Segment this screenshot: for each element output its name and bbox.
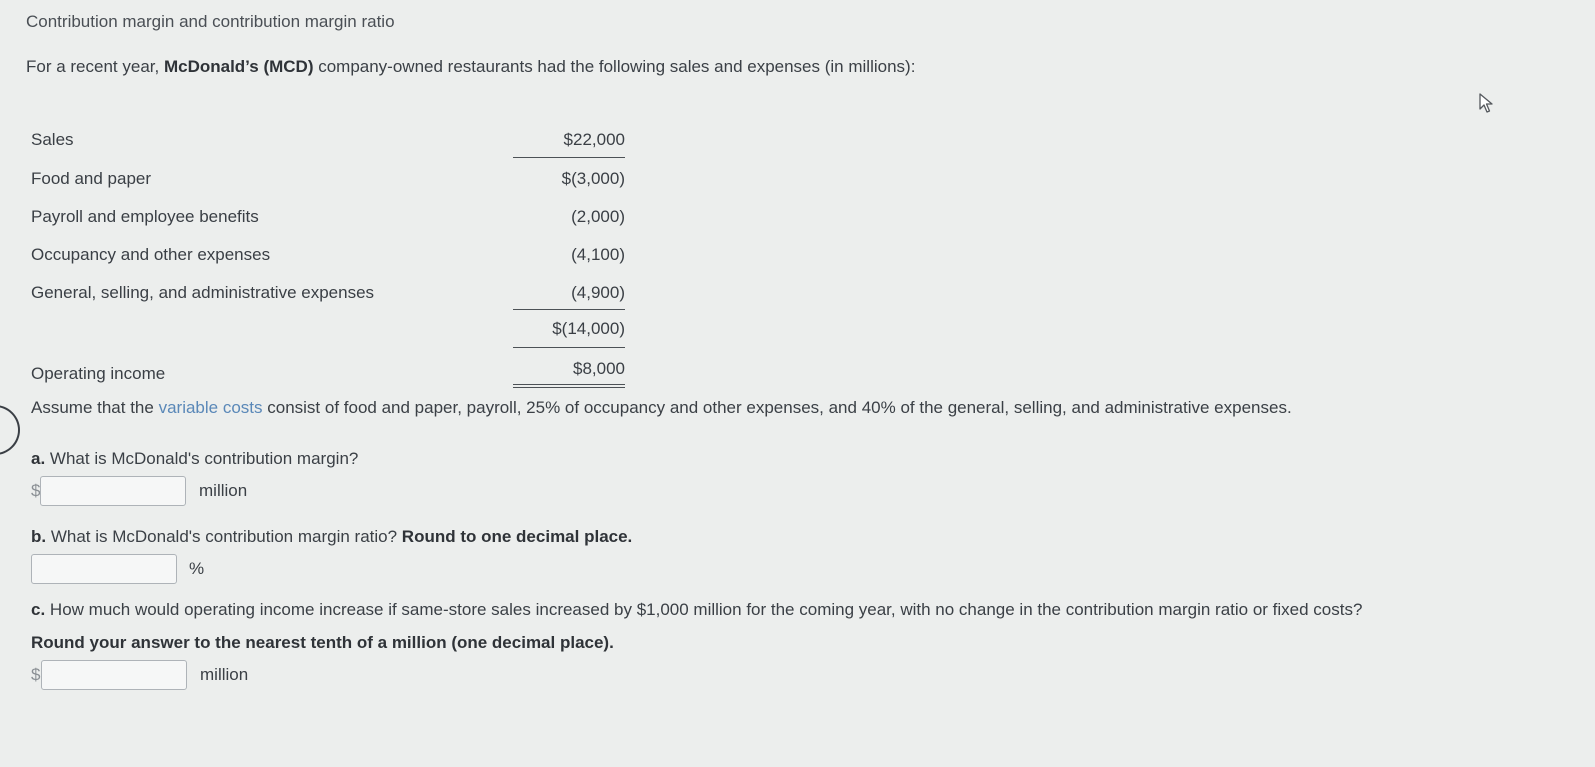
side-bracket-icon [0,405,20,455]
question-a-letter: a. [31,449,46,468]
answer-b-row [31,554,231,584]
assumption-text [31,398,1292,418]
intro-text [26,57,915,77]
sales-row [31,130,631,156]
income-double-rule-top [513,384,625,385]
operating-income-increase-input[interactable] [41,660,187,690]
question-a [31,449,358,469]
assumption-prefix: Assume that the [31,398,159,417]
expenses-underline [513,309,625,310]
expense-row [31,283,631,309]
intro-prefix: For a recent year, [26,57,164,76]
assumption-suffix: consist of food and paper, payroll, 25% of occupancy and other expenses, and 40% of the general, selling, and administrative expenses. [262,398,1292,417]
expense-row [31,207,631,233]
operating-income-row [31,359,631,385]
company-name: McDonald’s (MCD) [163,57,314,76]
expense-label: General, selling, and administrative expenses [31,283,375,302]
expense-label: Occupancy and other expenses [31,245,271,264]
question-c-letter: c. [31,600,46,619]
contribution-margin-input[interactable] [40,476,186,506]
expense-value: (4,900) [571,283,625,302]
operating-income-value: $8,000 [573,359,625,378]
answer-a-row [31,476,291,506]
expense-value: (2,000) [571,207,625,226]
total-expenses-value: $(14,000) [552,319,625,338]
expense-label: Payroll and employee benefits [31,207,259,226]
expense-row [31,245,631,271]
sales-underline [513,157,625,158]
intro-suffix: company-owned restaurants had the following sales and expenses (in millions): [313,57,916,76]
answer-c-row [31,660,291,690]
question-a-text: What is McDonald's contribution margin? [49,449,359,468]
mouse-pointer-icon [1478,92,1496,114]
expense-label: Food and paper [31,169,152,188]
question-b-instruction: Round to one decimal place. [401,527,633,546]
dollar-sign: $ [31,665,41,684]
total-underline [513,347,625,348]
question-b [31,527,632,547]
total-expenses-row [31,319,631,345]
contribution-margin-ratio-input[interactable] [31,554,177,584]
unit-percent: % [189,559,205,578]
expense-value: (4,100) [571,245,625,264]
variable-costs-link[interactable]: variable costs [158,398,263,417]
unit-million: million [199,481,248,500]
question-c [31,600,1362,620]
question-c-text: How much would operating income increase if same-store sales increased by $1,000 million for the coming year, with no change in the contribution margin ratio or fixed costs? [49,600,1363,619]
sales-label: Sales [31,130,74,149]
question-c-instruction: Round your answer to the nearest tenth of a million (one decimal place). [31,633,614,652]
question-b-text: What is McDonald's contribution margin ratio? [50,527,402,546]
income-double-rule-bottom [513,387,625,388]
operating-income-label: Operating income [31,364,166,383]
question-b-letter: b. [31,527,47,546]
expense-value: $(3,000) [561,169,625,188]
expense-row [31,169,631,195]
unit-million: million [200,665,249,684]
dollar-sign: $ [31,481,41,500]
page-title: Contribution margin and contribution margin ratio [26,12,395,31]
sales-value: $22,000 [563,130,625,149]
